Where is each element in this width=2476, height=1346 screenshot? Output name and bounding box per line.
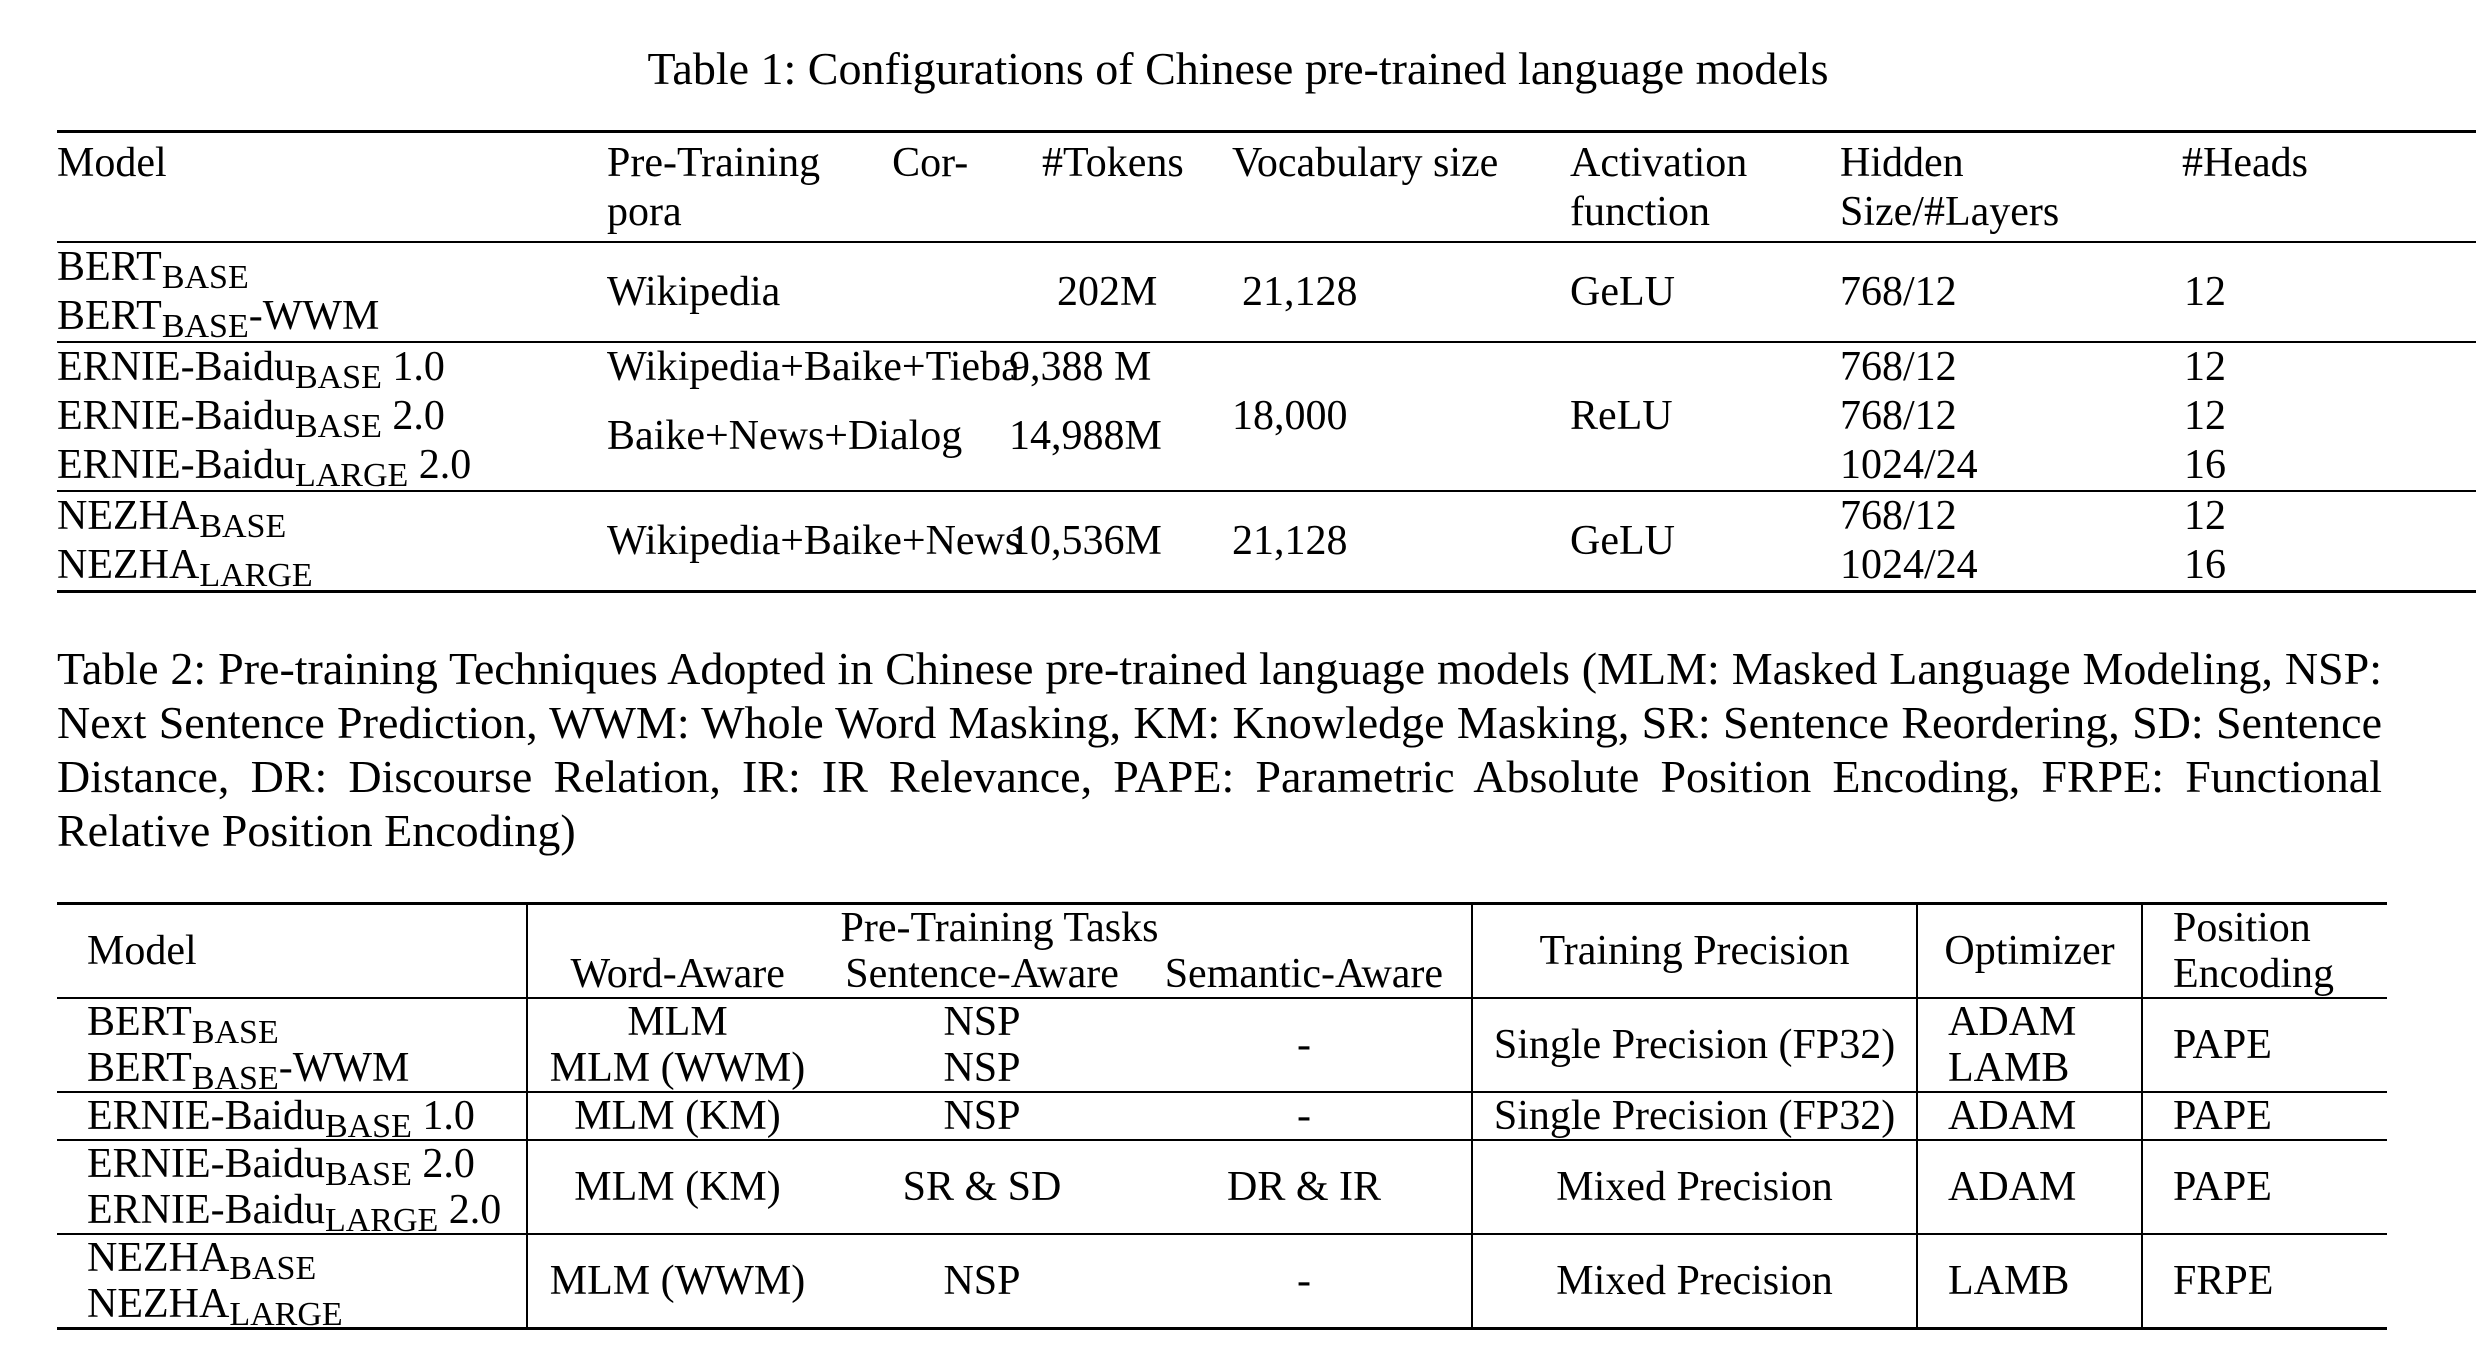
t1-heads-cell: 12 16 (2162, 491, 2476, 592)
t2-sentence-cell: NSP (827, 1092, 1137, 1140)
t2-word-cell: MLM (KM) (527, 1092, 827, 1140)
t1-tokens-cell: 9,388 M 14,988M (1007, 342, 1222, 491)
t1-tokens-cell: 10,536M (1007, 491, 1222, 592)
t2-position-cell: PAPE (2142, 1092, 2387, 1140)
t2-word-cell: MLM (KM) (527, 1140, 827, 1234)
t2-position-cell: FRPE (2142, 1234, 2387, 1329)
t2-model-cell: $BERT_{BASE}$ $BERT_{BASE}$-WWM (57, 998, 527, 1092)
t1-corpora-cell: Wikipedia+Baike+News (567, 491, 1007, 592)
t1-tokens-cell: 202M (1007, 242, 1222, 342)
t1-vocab-cell: 21,128 (1222, 242, 1552, 342)
t1-header-vocab: Vocabulary size (1222, 132, 1552, 243)
table1-header-row (57, 132, 2476, 243)
t2-model-cell: ERNIE-Baidu$_{BASE}$ 1.0 (57, 1092, 527, 1140)
t2-sentence-cell: SR & SD (827, 1140, 1137, 1234)
table-row (57, 998, 2387, 1092)
table2-header-row (57, 904, 2387, 999)
t2-semantic-cell: - (1137, 998, 1472, 1092)
table-row (57, 242, 2476, 342)
t1-header-activation: Activation function (1552, 132, 1822, 243)
t1-hidden-cell: 768/12 (1822, 242, 2162, 342)
t1-model-cell: $BERT_{BASE}$ $BERT_{BASE}$-WWM (57, 242, 567, 342)
table1-caption: Table 1: Configurations of Chinese pre-trained language models (647, 43, 1829, 94)
t2-semantic-cell: - (1137, 1234, 1472, 1329)
t2-word-cell: MLM MLM (WWM) (527, 998, 827, 1092)
t2-optimizer-cell: ADAM (1917, 1092, 2142, 1140)
table-row (57, 491, 2476, 592)
t2-header-position: Position Encoding (2142, 904, 2387, 999)
t2-sentence-cell: NSP (827, 1234, 1137, 1329)
t1-model-cell: $NEZHA_{BASE}$ $NEZHA_{LARGE}$ (57, 491, 567, 592)
t1-corpora-cell: Wikipedia+Baike+Tieba Baike+News+Dialog (567, 342, 1007, 491)
t2-position-cell: PAPE (2142, 1140, 2387, 1234)
table-row (57, 342, 2476, 491)
t2-sentence-cell: NSP NSP (827, 998, 1137, 1092)
table-row (57, 1140, 2387, 1234)
t2-header-semantic: Semantic-Aware (1164, 951, 1444, 997)
t1-activation-cell: GeLU (1552, 491, 1822, 592)
t2-header-sentence: Sentence-Aware (845, 951, 1119, 997)
t2-precision-cell: Mixed Precision (1472, 1234, 1917, 1329)
t1-heads-cell: 12 (2162, 242, 2476, 342)
t2-model-cell: ERNIE-Baidu$_{BASE}$ 2.0 ERNIE-Baidu$_{LARGE}$ 2.0 (57, 1140, 527, 1234)
t2-precision-cell: Mixed Precision (1472, 1140, 1917, 1234)
t2-header-tasks-label: Pre-Training Tasks (840, 905, 1159, 951)
t2-model-cell: $NEZHA_{BASE}$ $NEZHA_{LARGE}$ (57, 1234, 527, 1329)
t1-activation-cell: ReLU (1552, 342, 1822, 491)
t2-header-tasks (527, 904, 1472, 999)
t1-header-tokens: #Tokens (1007, 132, 1222, 243)
t1-activation-cell: GeLU (1552, 242, 1822, 342)
t2-precision-cell: Single Precision (FP32) (1472, 998, 1917, 1092)
t1-vocab-cell: 21,128 (1222, 491, 1552, 592)
t2-optimizer-cell: ADAM LAMB (1917, 998, 2142, 1092)
t1-hidden-cell: 768/12 1024/24 (1822, 491, 2162, 592)
table-row (57, 1234, 2387, 1329)
t1-header-corpora: Pre-Training Cor- pora (567, 132, 1007, 243)
t1-header-hidden: Hidden Size/#Layers (1822, 132, 2162, 243)
t1-vocab-cell: 18,000 (1222, 342, 1552, 491)
table2-caption: Table 2: Pre-training Techniques Adopted in Chinese pre-trained language models (MLM: Masked Language Modeling, NSP: Next Sentence Prediction, WWM: Whole Word Masking, KM: Knowledge Masking, SR: Sentence Reordering, SD: Sentence Distance, DR: Discourse Relation, IR: IR Relevance, PAPE: Parametric Absolute Position Encoding, FRPE: Functional Relative Position Encoding) (57, 643, 2382, 856)
t1-model-cell: ERNIE-Baidu$_{BASE}$ 1.0 ERNIE-Baidu$_{BASE}$ 2.0 ERNIE-Baidu$_{LARGE}$ 2.0 (57, 342, 567, 491)
t2-header-model: Model (57, 904, 527, 999)
t1-heads-cell: 12 12 16 (2162, 342, 2476, 491)
table-row (57, 1092, 2387, 1140)
t2-optimizer-cell: LAMB (1917, 1234, 2142, 1329)
t2-semantic-cell: - (1137, 1092, 1472, 1140)
t2-header-precision: Training Precision (1472, 904, 1917, 999)
t2-header-optimizer: Optimizer (1917, 904, 2142, 999)
t2-precision-cell: Single Precision (FP32) (1472, 1092, 1917, 1140)
t1-header-model: Model (57, 132, 567, 243)
t1-corpora-cell: Wikipedia (567, 242, 1007, 342)
t2-header-word: Word-Aware (570, 951, 785, 997)
t2-semantic-cell: DR & IR (1137, 1140, 1472, 1234)
t2-optimizer-cell: ADAM (1917, 1140, 2142, 1234)
table1 (57, 130, 2476, 593)
table2 (57, 902, 2387, 1333)
t1-hidden-cell: 768/12 768/12 1024/24 (1822, 342, 2162, 491)
t2-position-cell: PAPE (2142, 998, 2387, 1092)
t2-word-cell: MLM (WWM) (527, 1234, 827, 1329)
t1-header-heads: #Heads (2162, 132, 2476, 243)
